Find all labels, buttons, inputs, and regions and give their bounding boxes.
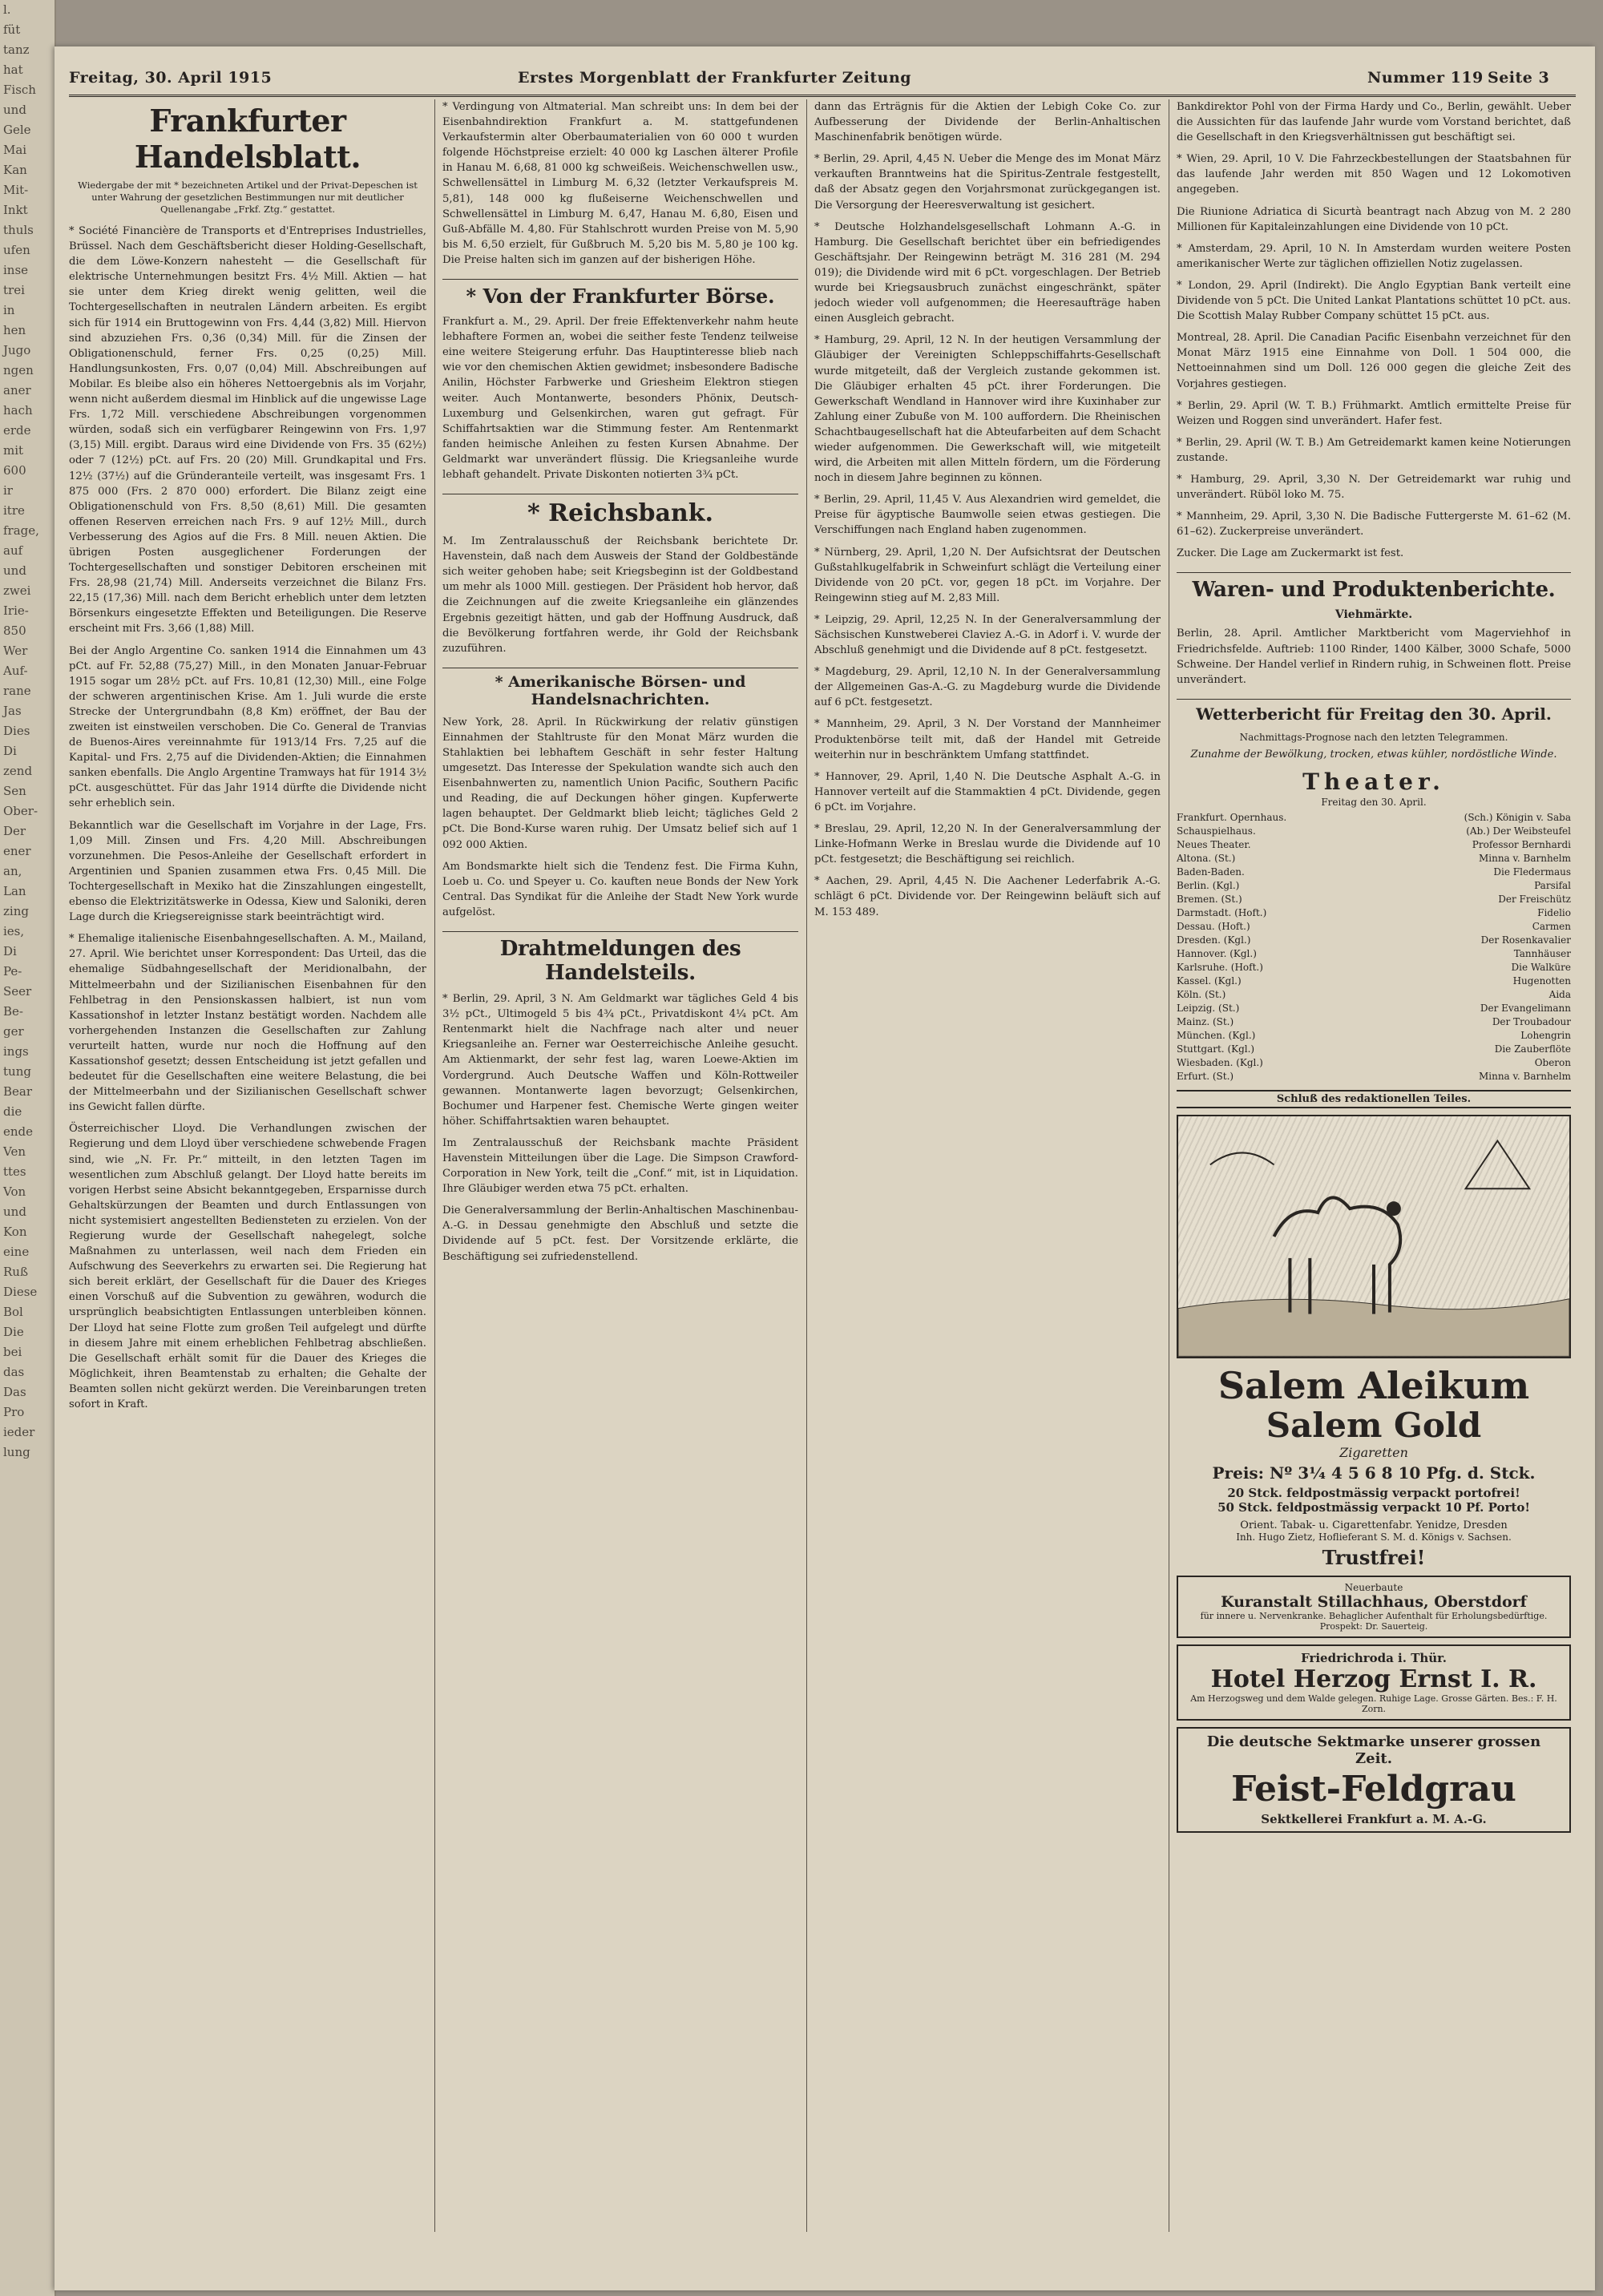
- previous-page-text-fragment: bei: [3, 1345, 22, 1359]
- theatre-listing-row: [1177, 1002, 1571, 1015]
- previous-page-text-fragment: Di: [3, 744, 17, 758]
- theatre-play: Der Troubadour: [1492, 1016, 1571, 1027]
- article-paragraph: Frankfurt a. M., 29. April. Der freie Effektenverkehr nahm heute lebhaftere Formen an, wobei die seither feste Tendenz teilweise eine weitere Steigerung erfuhr. Das Hauptinteresse blieb nach wie vor den chemischen Aktien gewidmet; insbesondere Badische Anilin, Höchster Farbwerke und Griesheim Elektron stiegen weiter. Auch Montanwerte, besonders Phönix, Deutsch-Luxemburg und Gelsenkirchen, waren gut gefragt. Für Schiffahrtsaktien war die Stimmung fester. Am Rentenmarkt fanden heimische Anleihen zu festen Kursen Abnahme. Der Geldmarkt war unverändert flüssig. Die Kriegsanleihe wurde lebhaft gehandelt. Private Diskonten notierten 3¾ pCt.: [442, 316, 798, 481]
- previous-page-text-fragment: Jugo: [3, 343, 31, 357]
- theatre-venue: Erfurt. (St.): [1177, 1071, 1234, 1082]
- previous-page-text-fragment: Mit-: [3, 183, 29, 197]
- previous-page-text-fragment: Der: [3, 824, 26, 838]
- previous-page-text-fragment: Bear: [3, 1084, 33, 1099]
- previous-page-text-fragment: Auf-: [3, 664, 28, 678]
- article-paragraph: * Hamburg, 29. April, 12 N. In der heutigen Versammlung der Gläubiger der Vereinigten Schleppschiffahrts-Gesellschaft wurde mitgeteilt, daß der Vergleich zustande gekommen ist. Die Gläubiger erhalten 45 pCt. ihrer Forderungen. Die Gewerkschaft Wendland in Hannover wird ihre Kuxinhaber zur Zahlung einer Zubuße von M. 100 auffordern. Die Rheinischen Schachtbaugesellschaft hat die Abteufarbeiten auf dem Schacht wieder aufgenommen. Die Gewerkschaft will, wie mitgeteilt wird, die Arbeiten mit allen Mitteln fördern, um die Förderung noch in diesem Jahre beginnen zu können.: [814, 334, 1161, 485]
- previous-page-text-fragment: Diese: [3, 1285, 38, 1299]
- theatre-play: Carmen: [1532, 921, 1571, 932]
- previous-page-text-fragment: füt: [3, 22, 21, 37]
- theatre-listing-row: [1177, 934, 1571, 947]
- theatre-venue: Dessau. (Hoft.): [1177, 921, 1250, 932]
- previous-page-text-fragment: Seer: [3, 984, 32, 999]
- previous-page-text-fragment: ies,: [3, 924, 25, 938]
- article-paragraph: * London, 29. April (Indirekt). Die Anglo Egyptian Bank verteilt eine Dividende von 5 pCt. Die United Lankat Plantations schüttet 10 pCt. aus. Die Scottish Malay Rubber Company schüttet 15 pCt. aus.: [1177, 279, 1571, 323]
- article-paragraph: Die Riunione Adriatica di Sicurtà beantragt nach Abzug von M. 2 280 Millionen für Kapitaleinzahlungen eine Dividende von 10 pCt.: [1177, 205, 1571, 233]
- previous-page-text-fragment: frage,: [3, 523, 39, 538]
- theatre-play: Oberon: [1534, 1057, 1571, 1068]
- theatre-play: Tannhäuser: [1513, 948, 1571, 959]
- previous-page-text-fragment: hen: [3, 323, 26, 337]
- article-paragraph: * Amsterdam, 29. April, 10 N. In Amsterdam wurden weitere Posten amerikanischer Werte zur täglichen offiziellen Notiz zugelassen.: [1177, 242, 1571, 270]
- article-paragraph: Bankdirektor Pohl von der Firma Hardy und Co., Berlin, gewählt. Ueber die Aussichten für das laufende Jahr wurde vom Vorstand berichtet, daß die Gesellschaft in den Kriegsverhältnissen gut beschäftigt sei.: [1177, 101, 1571, 144]
- article-paragraph: * Verdingung von Altmaterial. Man schreibt uns: In dem bei der Eisenbahndirektion Frankfurt a. M. stattgefundenen Verkaufstermin alter Oberbaumaterialien von 60 000 t wurden folgende Höchstpreise erzielt: 40 000 kg Laschen älterer Profile in Hanau M. 6,68, 81 000 kg schweißeis. Weichenschwellen usw., Schwellensättel in Limburg M. 6,32 (letzter Verkaufspreis M. 5,81), 148 000 kg flußeiserne Weichenschwellen und Schwellensättel in Limburg M. 6,47, Hanau M. 6,80, Eisen und Guß-Abfälle M. 4,80. Für Stahlschrott wurden Preise von M. 5,90 bis M. 6,50 erzielt, für Gußbruch M. 5,20 bis M. 5,80 je 100 kg. Die Preise halten sich im ganzen auf der bisherigen Höhe.: [442, 101, 798, 266]
- previous-page-text-fragment: Kon: [3, 1225, 27, 1239]
- theatre-listing-row: [1177, 1029, 1571, 1043]
- previous-page-text-fragment: Ven: [3, 1144, 26, 1159]
- column-4: [1177, 99, 1571, 2232]
- previous-page-text-fragment: ufen: [3, 243, 30, 257]
- previous-page-text-fragment: und: [3, 563, 26, 578]
- theatre-play: Die Fledermaus: [1493, 866, 1571, 878]
- previous-page-text-fragment: l.: [3, 2, 11, 17]
- section-heading-reichsbank: * Reichsbank.: [442, 494, 798, 527]
- previous-page-text-fragment: itre: [3, 503, 25, 518]
- theatre-venue: Köln. (St.): [1177, 989, 1226, 1000]
- theatre-play: Lohengrin: [1520, 1030, 1571, 1041]
- theatre-play: Minna v. Barnhelm: [1478, 1071, 1571, 1082]
- theatre-venue: Stuttgart. (Kgl.): [1177, 1043, 1255, 1055]
- salem-title: Salem Aleikum: [1217, 1364, 1530, 1407]
- theatre-play: Der Evangelimann: [1480, 1003, 1571, 1014]
- theatre-play: Professor Bernhardi: [1472, 839, 1571, 850]
- hotel-subtitle: Am Herzogsweg und dem Walde gelegen. Ruhige Lage. Grosse Gärten. Bes.: F. H. Zorn.: [1190, 1693, 1557, 1714]
- theatre-listing-row: [1177, 838, 1571, 852]
- previous-page-text-fragment: Jas: [3, 704, 22, 718]
- article-paragraph: dann das Erträgnis für die Aktien der Lebigh Coke Co. zur Aufbesserung der Dividende der Berlin-Anhaltischen Maschinenfabrik benötigen würde.: [814, 101, 1161, 144]
- previous-page-text-fragment: Inkt: [3, 203, 28, 217]
- previous-page-text-fragment: Lan: [3, 884, 26, 898]
- theatre-listing-row: [1177, 852, 1571, 866]
- theatre-venue: Leipzig. (St.): [1177, 1003, 1240, 1014]
- previous-page-text-fragment: thuls: [3, 223, 34, 237]
- kur-subtitle: für innere u. Nervenkranke. Behaglicher Aufenthalt für Erholungsbedürftige. Prospekt: Dr. Sauerteig.: [1200, 1611, 1548, 1632]
- article-paragraph: Die Generalversammlung der Berlin-Anhaltischen Maschinenbau-A.-G. in Dessau genehmigte den Abschluß und setzte die Dividende auf 5 pCt. fest. Der Vorsitzende erklärte, die Beschäftigung sei zufriedenstellend.: [442, 1204, 798, 1263]
- previous-page-text-fragment: Fisch: [3, 83, 36, 97]
- previous-page-text-fragment: Be-: [3, 1004, 23, 1019]
- article-paragraph: * Berlin, 29. April, 4,45 N. Ueber die Menge des im Monat März verkauften Branntweins hat die Spiritus-Zentrale festgestellt, daß der Absatz gegen den Vorjahrsmonat zurückgegangen ist. Die Versorgung der Heeresverwaltung ist gesichert.: [814, 153, 1161, 212]
- section-heading-american: * Amerikanische Börsen- und Handelsnachrichten.: [442, 668, 798, 708]
- column-3: [814, 99, 1161, 2232]
- theatre-venue: Frankfurt. Opernhaus.: [1177, 812, 1287, 823]
- article-paragraph: * Ehemalige italienische Eisenbahngesellschaften. A. M., Mailand, 27. April. Wie berichtet unser Korrespondent: Das Urteil, das die ehemalige Südbahngesellschaft der Meridionalbahn, der Mittelmeerbahn und der Sizilianischen Eisenbahnen für den Fehlbetrag in den Pensionskassen halbiert, ist nun vom Kassationshof in letzter Instanz bestätigt worden. Nachdem alle vorhergehenden Instanzen die Gesellschaften zur Zahlung verurteilt hatten, wurde nur noch die Hoffnung auf den Kassationshof gesetzt; dessen Entscheidung ist jetzt gefallen und bedeutet für die Gesellschaften eine weitere Belastung, die bei der Mittelmeerbahn und der Sizilianischen Gesellschaft schwer ins Gewicht fallen dürfte.: [69, 933, 426, 1114]
- previous-page-text-fragment: und: [3, 1204, 26, 1219]
- theatre-venue: Darmstadt. (Hoft.): [1177, 907, 1267, 918]
- kur-head: Neuerbaute: [1344, 1582, 1403, 1593]
- article-paragraph: Bekanntlich war die Gesellschaft im Vorjahre in der Lage, Frs. 1,09 Mill. Zinsen und Frs. 4,20 Mill. Abschreibungen vorzunehmen. Die Pesos-Anleihe der Gesellschaft erfordert in Argentinien und Spanien zusammen etwa Frs. 0,45 Mill. Die Tochtergesellschaft in Mexiko hat die Zinszahlungen eingestellt, ebenso die Elektrizitätswerke in Odessa, Kiew und Saloniki, deren Lage durch die Kriegsereignisse stark beeinträchtigt wird.: [69, 819, 426, 924]
- article-paragraph: * Breslau, 29. April, 12,20 N. In der Generalversammlung der Linke-Hofmann Werke in Breslau wurde die Dividende auf 10 pCt. festgesetzt; die Beschäftigung sei reichlich.: [814, 823, 1161, 866]
- article-paragraph: * Berlin, 29. April (W. T. B.) Frühmarkt. Amtlich ermittelte Preise für Weizen und Roggen sind unverändert. Hafer fest.: [1177, 399, 1571, 427]
- theatre-listing-row: [1177, 879, 1571, 893]
- masthead: Frankfurter Handelsblatt.: [134, 103, 361, 175]
- previous-page-text-fragment: Gele: [3, 123, 31, 137]
- previous-page-text-fragment: in: [3, 303, 15, 317]
- previous-page-edge: [0, 0, 56, 2296]
- article-paragraph: * Berlin, 29. April, 11,45 V. Aus Alexandrien wird gemeldet, die Preise für ägyptische Baumwolle seien etwas gestiegen. Die Verschiffungen nach England haben zugenommen.: [814, 494, 1161, 537]
- theatre-listing-row: [1177, 906, 1571, 920]
- previous-page-text-fragment: Die: [3, 1325, 24, 1339]
- previous-page-text-fragment: lung: [3, 1445, 30, 1459]
- article-paragraph: * Berlin, 29. April (W. T. B.) Am Getreidemarkt kamen keine Notierungen zustande.: [1177, 436, 1571, 464]
- article-paragraph: * Leipzig, 29. April, 12,25 N. In der Generalversammlung der Sächsischen Kunstweberei Claviez A.-G. in Adorf i. V. wurde der Abschluß genehmigt und die Dividende auf 8 pCt. festgesetzt.: [814, 613, 1161, 657]
- article-paragraph: * Nürnberg, 29. April, 1,20 N. Der Aufsichtsrat der Deutschen Gußstahlkugelfabrik in Schweinfurt schlägt die Verteilung einer Dividende von 20 pCt. vor, gegen 18 pCt. im Vorjahre. Der Reingewinn stieg auf M. 2,83 Mill.: [814, 546, 1161, 604]
- previous-page-text-fragment: ieder: [3, 1425, 35, 1439]
- previous-page-text-fragment: Ruß: [3, 1265, 28, 1279]
- salem-product-type: Zigaretten: [1339, 1445, 1408, 1460]
- article-paragraph: * Mannheim, 29. April, 3,30 N. Die Badische Futtergerste M. 61–62 (M. 61–62). Zuckerpreise unverändert.: [1177, 510, 1571, 539]
- hotel-title: Hotel Herzog Ernst I. R.: [1210, 1665, 1537, 1693]
- previous-page-text-fragment: ger: [3, 1024, 24, 1039]
- weather-heading: Wetterbericht für Freitag den 30. April.: [1177, 699, 1571, 724]
- previous-page-text-fragment: rane: [3, 684, 31, 698]
- previous-page-text-fragment: Di: [3, 944, 17, 958]
- theatre-venue: Dresden. (Kgl.): [1177, 934, 1251, 946]
- salem-owner: Inh. Hugo Zietz, Hoflieferant S. M. d. Königs v. Sachsen.: [1236, 1531, 1512, 1543]
- article-paragraph: * Mannheim, 29. April, 3 N. Der Vorstand der Mannheimer Produktenbörse teilt mit, daß der Handel mit Getreide weiterhin nur in beschränktem Umfang stattfindet.: [814, 718, 1161, 761]
- theatre-play: (Sch.) Königin v. Saba: [1464, 812, 1571, 823]
- theatre-play: Hugenotten: [1512, 975, 1571, 987]
- theatre-venue: Kassel. (Kgl.): [1177, 975, 1242, 987]
- theatre-listing-row: [1177, 961, 1571, 974]
- previous-page-text-fragment: 850: [3, 623, 26, 638]
- theatre-listing-row: [1177, 1043, 1571, 1056]
- previous-page-text-fragment: an,: [3, 864, 22, 878]
- salem-offer-2: 50 Stck. feldpostmässig verpackt 10 Pf. Porto!: [1217, 1500, 1530, 1515]
- camel-rider-illustration: [1178, 1116, 1569, 1357]
- masthead-note: Wiedergabe der mit * bezeichneten Artikel und der Privat-Depeschen ist unter Wahrung der gesetzlichen Bestimmungen nur mit deutlicher Quellenangabe „Frkf. Ztg.“ gestattet.: [78, 180, 418, 215]
- previous-page-text-fragment: Pe-: [3, 964, 22, 979]
- previous-page-text-fragment: zwei: [3, 583, 31, 598]
- hotel-advertisement: [1177, 1644, 1571, 1721]
- previous-page-text-fragment: ings: [3, 1044, 29, 1059]
- article-paragraph: * Aachen, 29. April, 4,45 N. Die Aachener Lederfabrik A.-G. schlägt 6 pCt. Dividende vor. Der Reingewinn beläuft sich auf M. 153 489.: [814, 875, 1161, 918]
- theatre-listing-row: [1177, 988, 1571, 1002]
- article-paragraph: Zucker. Die Lage am Zuckermarkt ist fest.: [1177, 547, 1404, 560]
- article-paragraph: * Magdeburg, 29. April, 12,10 N. In der Generalversammlung der Allgemeinen Gas-A.-G. zu Magdeburg wurde die Dividende auf 6 pCt. festgesetzt.: [814, 666, 1161, 709]
- previous-page-text-fragment: 600: [3, 463, 26, 478]
- kuranstalt-advertisement: [1177, 1576, 1571, 1638]
- previous-page-text-fragment: Dies: [3, 724, 30, 738]
- theatre-play: Die Zauberflöte: [1494, 1043, 1571, 1055]
- article-paragraph: Berlin, 28. April. Amtlicher Marktbericht vom Magerviehhof in Friedrichsfelde. Auftrieb: 1100 Rinder, 1400 Kälber, 3000 Schafe, 5000 Schweine. Der Handel verlief in Rindern ruhig, in Schweinen flott. Preise unverändert.: [1177, 627, 1571, 686]
- header-issue: Nummer 119: [1367, 69, 1484, 87]
- theatre-listing-row: [1177, 825, 1571, 838]
- column-2: [442, 99, 798, 2232]
- theatre-listing-row: [1177, 920, 1571, 934]
- previous-page-text-fragment: ir: [3, 483, 13, 498]
- previous-page-text-fragment: ngen: [3, 363, 34, 377]
- previous-page-text-fragment: Wer: [3, 644, 28, 658]
- theatre-heading: Theater.: [1302, 769, 1445, 795]
- theatre-play: Die Walküre: [1511, 962, 1571, 973]
- theatre-listing-row: [1177, 947, 1571, 961]
- theatre-venue: Mainz. (St.): [1177, 1016, 1234, 1027]
- previous-page-text-fragment: tung: [3, 1064, 31, 1079]
- salem-offer-1: 20 Stck. feldpostmässig verpackt portofrei!: [1227, 1486, 1520, 1500]
- theatre-venue: Wiesbaden. (Kgl.): [1177, 1057, 1263, 1068]
- previous-page-text-fragment: tanz: [3, 42, 30, 57]
- subheading-viehmaerkte: Viehmärkte.: [1334, 608, 1413, 622]
- previous-page-text-fragment: Pro: [3, 1405, 25, 1419]
- feist-advertisement: [1177, 1727, 1571, 1833]
- advertisement-illustration: [1177, 1115, 1571, 1358]
- theatre-venue: Neues Theater.: [1177, 839, 1251, 850]
- theatre-listing-row: [1177, 866, 1571, 879]
- salem-trustfree: Trustfrei!: [1322, 1546, 1426, 1569]
- previous-page-text-fragment: Kan: [3, 163, 27, 177]
- theatre-venue: Hannover. (Kgl.): [1177, 948, 1257, 959]
- previous-page-text-fragment: und: [3, 103, 26, 117]
- theatre-venue: München. (Kgl.): [1177, 1030, 1256, 1041]
- previous-page-text-fragment: das: [3, 1365, 25, 1379]
- previous-page-text-fragment: erde: [3, 423, 31, 438]
- header-edition: Erstes Morgenblatt der Frankfurter Zeitung: [518, 69, 912, 87]
- editorial-end-note: Schluß des redaktionellen Teiles.: [1177, 1090, 1571, 1108]
- previous-page-text-fragment: eine: [3, 1245, 30, 1259]
- article-paragraph: M. Im Zentralausschuß der Reichsbank berichtete Dr. Havenstein, daß nach dem Ausweis der Stand der Goldbestände sich weiter gehoben habe; seit Kriegsbeginn ist der Goldbestand um mehr als 1000 Mill. gestiegen. Der Präsident hob hervor, daß die Zeichnungen auf die zweite Kriegsanleihe ein glänzendes Ergebnis gezeitigt hätten, und gab der Hoffnung Ausdruck, daß die Bevölkerung fortfahren werde, ihr Gold der Reichsbank zuzuführen.: [442, 535, 798, 655]
- article-paragraph: * Hamburg, 29. April, 3,30 N. Der Getreidemarkt war ruhig und unverändert. Rüböl loko M. 75.: [1177, 473, 1571, 502]
- header-date: Freitag, 30. April 1915: [69, 69, 273, 87]
- previous-page-text-fragment: hach: [3, 403, 33, 418]
- salem-subtitle: Salem Gold: [1266, 1406, 1482, 1445]
- section-heading-boerse: * Von der Frankfurter Börse.: [442, 279, 798, 308]
- theatre-venue: Berlin. (Kgl.): [1177, 880, 1240, 891]
- weather-forecast: Zunahme der Bewölkung, trocken, etwas kühler, nordöstliche Winde.: [1190, 748, 1557, 761]
- theatre-play: Aida: [1548, 989, 1571, 1000]
- feist-company: Sektkellerei Frankfurt a. M. A.-G.: [1261, 1812, 1487, 1826]
- theatre-listing-row: [1177, 1056, 1571, 1070]
- article-paragraph: * Berlin, 29. April, 3 N. Am Geldmarkt war tägliches Geld 4 bis 3½ pCt., Ultimogeld 5 bis 4¾ pCt., Privatdiskont 4¼ pCt. Am Rentenmarkt hielt die Nachfrage nach alter und neuer Kriegsanleihe an. Ferner war Oesterreichische Anleihe gesucht. Am Aktienmarkt, der sehr fest lag, waren Loewe-Aktien im Vordergrund. Auch Deutsche Waffen und Köln-Rottweiler gewannen. Montanwerte lagen bevorzugt; Gelsenkirchen, Bochumer und Harpener fest. Chemische Werte gingen weiter höher. Schiffahrtsaktien waren behauptet.: [442, 993, 798, 1128]
- previous-page-text-fragment: die: [3, 1104, 22, 1119]
- theatre-listing-row: [1177, 811, 1571, 825]
- theatre-play: Fidelio: [1537, 907, 1571, 918]
- column-1: [69, 99, 426, 2232]
- section-heading-waren: Waren- und Produktenberichte.: [1177, 572, 1571, 602]
- column-rule: [806, 99, 807, 2232]
- previous-page-text-fragment: ttes: [3, 1164, 26, 1179]
- previous-page-text-fragment: Sen: [3, 784, 26, 798]
- article-paragraph: Österreichischer Lloyd. Die Verhandlungen zwischen der Regierung und dem Lloyd über verschiedene schwebende Fragen sind, wie „N. Fr. Pr.“ mitteilt, in den letzten Tagen im wesentlichen zum Abschluß gelangt. Der Lloyd hatte bereits im vorigen Herbst seine Absicht bekanntgegeben, Ersparnisse durch Gehaltskürzungen der Beamten und durch Entlassungen von nicht systemisiert angestellten Bediensteten zu erzielen. Von der Regierung wurde der Gesellschaft nahegelegt, solche Maßnahmen zu unterlassen, weil nach dem Frieden ein Aufschwung des Seeverkehrs zu erwarten sei. Die Regierung hat sich bereit erklärt, der Gesellschaft für die Dauer des Krieges einen Vorschuß auf die Subvention zu gewähren, wodurch die ursprünglich beabsichtigten Entlassungen unterbleiben können. Der Lloyd hat seine Flotte zum großen Teil aufgelegt und dürfte in diesem Jahre mit einem erheblichen Fehlbetrag abschließen. Die Gesellschaft erhält somit für die Dauer des Krieges die Möglichkeit, ihren Beamtenstab zu erhalten; die Gehalte der Beamten sollen nicht gekürzt werden. Die Vereinbarungen treten sofort in Kraft.: [69, 1123, 426, 1411]
- previous-page-text-fragment: ener: [3, 844, 31, 858]
- salem-price: Preis: Nº 3¼ 4 5 6 8 10 Pfg. d. Stck.: [1212, 1463, 1536, 1483]
- previous-page-text-fragment: inse: [3, 263, 29, 277]
- theatre-play: Minna v. Barnhelm: [1478, 853, 1571, 864]
- previous-page-text-fragment: Mai: [3, 143, 27, 157]
- theatre-venue: Karlsruhe. (Hoft.): [1177, 962, 1263, 973]
- article-paragraph: Am Bondsmarkte hielt sich die Tendenz fest. Die Firma Kuhn, Loeb u. Co. und Speyer u. Co. kauften neue Bonds der New York Central. Das Syndikat für die Anleihe der Stadt New York wurde aufgelöst.: [442, 860, 798, 918]
- previous-page-text-fragment: auf: [3, 543, 23, 558]
- article-paragraph: Montreal, 28. April. Die Canadian Pacific Eisenbahn verzeichnet für den Monat März 1915 eine Einnahme von Doll. 1 504 000, die Nettoeinnahmen sind um Doll. 126 000 gegen die gleiche Zeit des Vorjahres gestiegen.: [1177, 332, 1571, 390]
- previous-page-text-fragment: Irie-: [3, 603, 29, 618]
- article-paragraph: Bei der Anglo Argentine Co. sanken 1914 die Einnahmen um 43 pCt. auf Fr. 52,88 (75,27) Mill., in den Monaten Januar-Februar 1915 sogar um 28½ pCt. auf Frs. 10,81 (12,30) Mill., eine Folge der schweren argentinischen Krise. Am 1. Juli wurde die erste Strecke der Untergrundbahn (8,8 Km) eröffnet, der Bau der zweiten ist einstweilen verschoben. Die Co. General de Tranvias de Buenos-Aires vereinnahmte für 1913/14 Frs. 7,25 auf die Kapital- und Frs. 2,75 auf die Dividenden-Aktien; die Einnahmen sanken ebenfalls. Die Anglo Argentine Tramways hat für 1914 3½ pCt. ausgeschüttet. Für das Jahr 1914 dürfte die Dividende nicht sehr erheblich sein.: [69, 644, 426, 810]
- article-paragraph: * Deutsche Holzhandelsgesellschaft Lohmann A.-G. in Hamburg. Die Gesellschaft berichtet über ein befriedigendes Geschäftsjahr. Der Reingewinn beträgt M. 316 281 (M. 294 019); die Dividende wird mit 6 pCt. vorgeschlagen. Der Betrieb wurde bei Kriegsausbruch zunächst eingeschränkt, später jedoch wieder voll aufgenommen; die Heeresaufträge haben einen Ausgleich gebracht.: [814, 220, 1161, 325]
- running-header: [69, 63, 1576, 97]
- article-paragraph: Im Zentralausschuß der Reichsbank machte Präsident Havenstein Mitteilungen über die Lage. Die Simpson Crawford-Corporation in New York, teilt die „Conf.“ mit, ist in Liquidation. Ihre Gläubiger werden etwa 75 pCt. erhalten.: [442, 1136, 798, 1196]
- article-paragraph: * Hannover, 29. April, 1,40 N. Die Deutsche Asphalt A.-G. in Hannover verteilt auf die Stammaktien 4 pCt. Dividende, gegen 6 pCt. im Vorjahre.: [814, 770, 1161, 813]
- previous-page-text-fragment: zend: [3, 764, 33, 778]
- theatre-venue: Baden-Baden.: [1177, 866, 1245, 878]
- article-paragraph: * Wien, 29. April, 10 V. Die Fahrzeckbestellungen der Staatsbahnen für das laufende Jahr werden mit 850 Wagen und 12 Lokomotiven angegeben.: [1177, 153, 1571, 196]
- salem-advertisement: [1177, 1365, 1571, 1569]
- previous-page-text-fragment: mit: [3, 443, 24, 458]
- previous-page-text-fragment: Ober-: [3, 804, 38, 818]
- feist-title: Feist-Feldgrau: [1231, 1769, 1516, 1810]
- theatre-play: Der Freischütz: [1498, 894, 1571, 905]
- previous-page-text-fragment: Von: [3, 1184, 26, 1199]
- theatre-venue: Bremen. (St.): [1177, 894, 1242, 905]
- previous-page-text-fragment: trei: [3, 283, 25, 297]
- section-heading-drahtmeldungen: Drahtmeldungen des Handelsteils.: [442, 931, 798, 985]
- previous-page-text-fragment: ende: [3, 1124, 34, 1139]
- previous-page-text-fragment: Bol: [3, 1305, 23, 1319]
- theatre-venue: Altona. (St.): [1177, 853, 1236, 864]
- previous-page-text-fragment: hat: [3, 63, 23, 77]
- previous-page-text-fragment: zing: [3, 904, 29, 918]
- theatre-date: Freitag den 30. April.: [1321, 797, 1427, 808]
- previous-page-text-fragment: Das: [3, 1385, 26, 1399]
- theatre-listing-row: [1177, 974, 1571, 988]
- hotel-place: Friedrichroda i. Thür.: [1301, 1651, 1447, 1665]
- theatre-play: Der Rosenkavalier: [1480, 934, 1571, 946]
- theatre-play: Parsifal: [1534, 880, 1571, 891]
- header-page: Seite 3: [1488, 69, 1550, 87]
- theatre-venue: Schauspielhaus.: [1177, 825, 1256, 837]
- article-paragraph: * Société Financière de Transports et d'Entreprises Industrielles, Brüssel. Nach dem Geschäftsbericht dieser Holding-Gesellschaft, die dem Löwe-Konzern nahesteht — die Gesellschaft für elektrische Unternehmungen besitzt Frs. 4½ Mill. Aktien — hat sie unter dem Krieg direkt wenig gelitten, weil die Tochtergesellschaften in neutralen Ländern arbeiten. Es ergibt sich für 1914 ein Bruttogewinn von Frs. 4,44 (3,82) Mill. Hiervon sind abzuziehen Frs. 0,36 (0,34) Mill. für die Zinsen der Obligationenschuld, ferner Frs. 0,25 (0,25) Mill. Handlungsunkosten, Frs. 0,07 (0,04) Mill. Abschreibungen auf Mobilar. Es bleibe also ein höheres Nettoergebnis als im Vorjahr, wenn nicht außerdem diesmal im Hinblick auf die ungewisse Lage Frs. 1,72 Mill. verschiedene Abschreibungen vorgenommen würden, sodaß sich ein verfügbarer Reingewinn von Frs. 1,97 (3,15) Mill. ergibt. Daraus wird eine Dividende von Frs. 35 (62½) oder 7 (12½) pCt. auf Frs. 20 (20) Mill. Grundkapital und Frs. 12½ (37½) auf die Gründeranteile verteilt, was insgesamt Frs. 1 875 000 (Frs. 2 870 000) erfordert. Die Bilanz zeigt eine Obligationenschuld von Frs. 8,50 (8,61) Mill. Die gesamten offenen Reserven erreichen nach Frs. 9 auf 12½ Mill., durch Verbesserung des Agios auf die Frs. 8 Mill. neuen Aktien. Die übrigen Posten ausgeglichener Forderungen der Tochtergesellschaften und sonstiger Debitoren erscheinen mit Frs. 28,98 (21,74) Mill. Anderseits verzeichnet die Bilanz Frs. 22,15 (17,36) Mill. nach dem Bericht erheblich unter dem letzten Börsenkurs eingesetzte Effekten und Beteiligungen. Die Reserve erscheint mit Frs. 3,66 (1,88) Mill.: [69, 225, 426, 636]
- previous-page-text-fragment: aner: [3, 383, 31, 397]
- theatre-listing-row: [1177, 1015, 1571, 1029]
- feist-tagline: Die deutsche Sektmarke unserer grossen Zeit.: [1206, 1733, 1541, 1767]
- weather-subheading: Nachmittags-Prognose nach den letzten Telegrammen.: [1239, 731, 1508, 743]
- theatre-play: (Ab.) Der Weibsteufel: [1466, 825, 1571, 837]
- kur-title: Kuranstalt Stillachhaus, Oberstdorf: [1221, 1593, 1527, 1611]
- article-paragraph: New York, 28. April. In Rückwirkung der relativ günstigen Einnahmen der Stahltruste für den Monat März wurden die Stahlaktien bei lebhaftem Geschäft in sehr fester Haltung umgesetzt. Das Interesse der Spekulation wandte sich auch den Eisenbahnwerten zu, namentlich Union Pacific, Southern Pacific und Reading, die auf Deckungen höher gingen. Kupferwerte lagen behauptet. Der Geldmarkt blieb leicht; tägliches Geld 2 pCt. Die Bond-Kurse waren ruhig. Der Umsatz belief sich auf 1 092 000 Aktien.: [442, 716, 798, 851]
- salem-manufacturer: Orient. Tabak- u. Cigarettenfabr. Yenidze, Dresden: [1240, 1519, 1508, 1531]
- theatre-listing-row: [1177, 1070, 1571, 1083]
- theatre-listing-row: [1177, 893, 1571, 906]
- column-rule: [434, 99, 435, 2232]
